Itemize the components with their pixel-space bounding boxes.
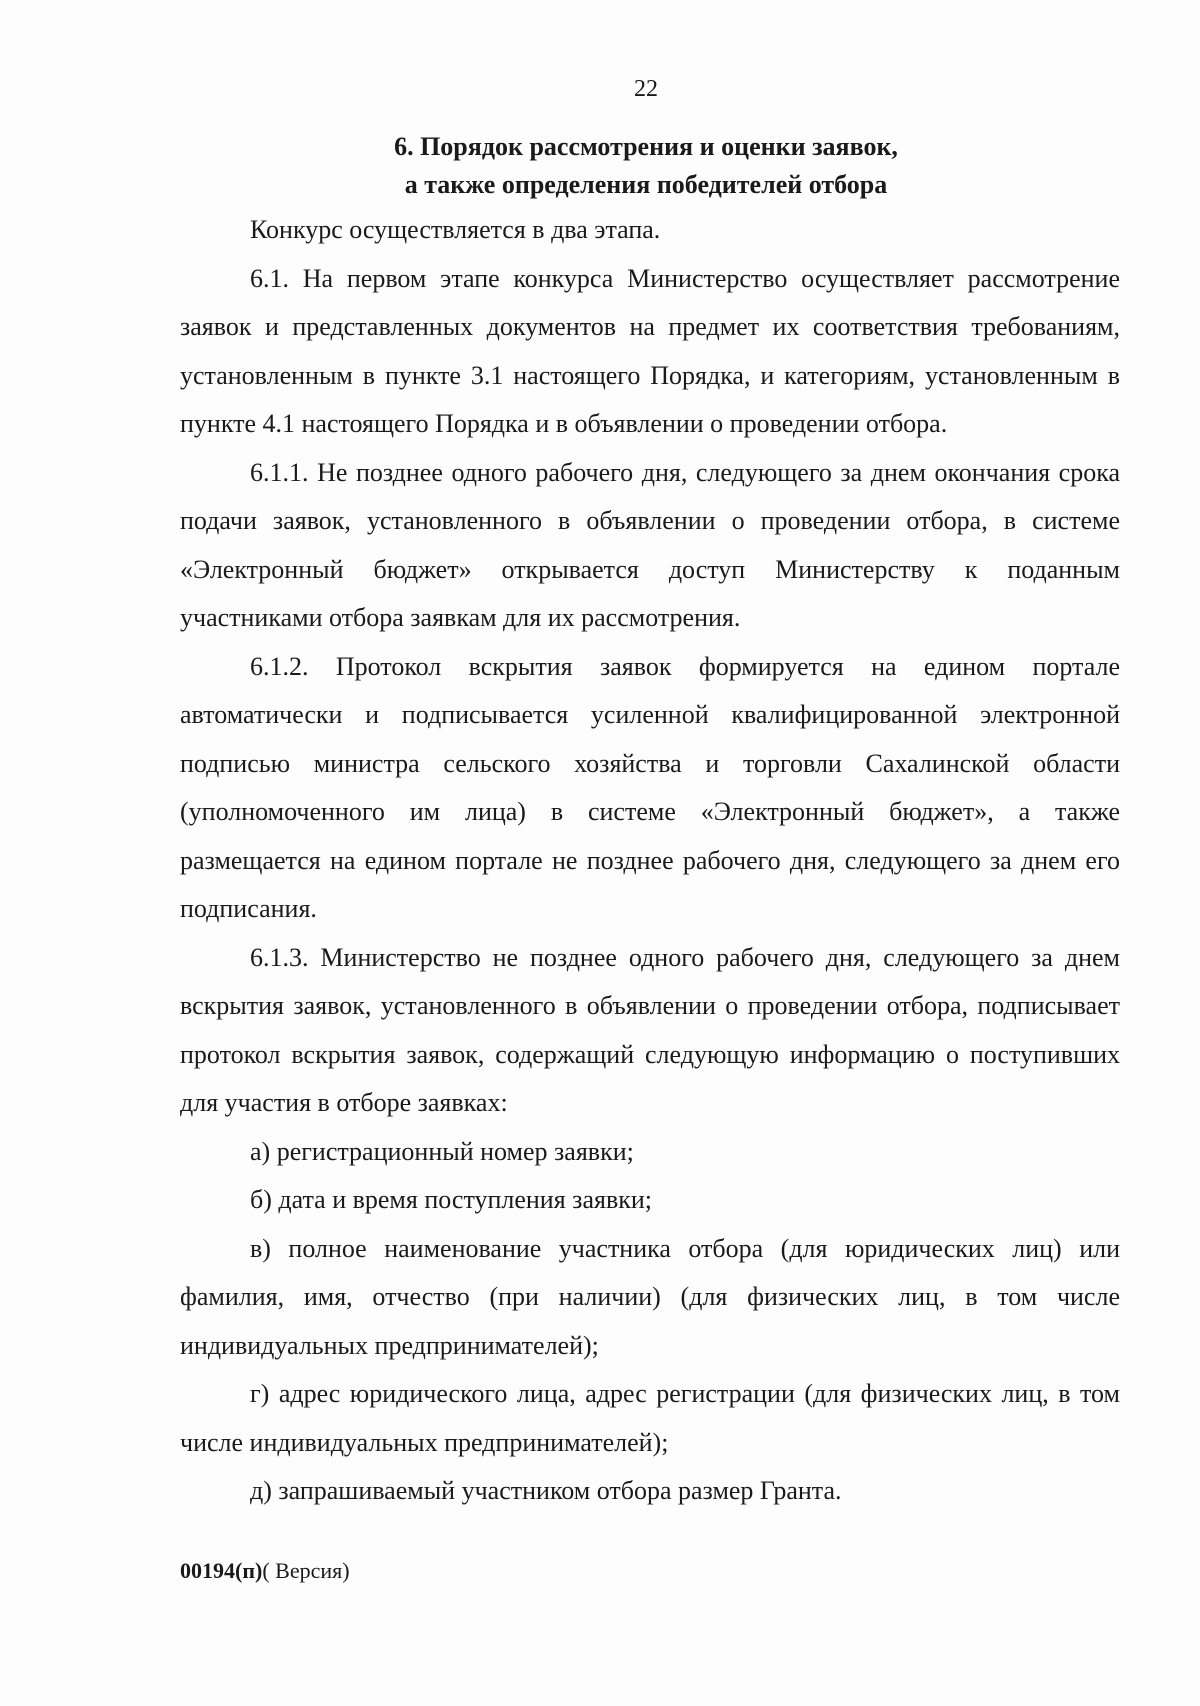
page-number: 22 <box>634 76 658 102</box>
document-footer <box>180 1558 350 1584</box>
paragraph-6-1-3: 6.1.3. Министерство не позднее одного рабочего дня, следующего за днем вскрытия заявок, установленного в объявлении о проведении отбора, подписывает протокол вскрытия заявок, содержащий следующую информацию о поступивших для участия в отборе заявках: <box>180 942 1120 1117</box>
section-title-line-1: 6. Порядок рассмотрения и оценки заявок, <box>394 132 898 161</box>
section-title-line-2: а также определения победителей отбора <box>404 170 888 199</box>
document-version: ( Версия) <box>262 1558 350 1583</box>
list-item-g: г) адрес юридического лица, адрес регистрации (для физических лиц, в том числе индивидуальных предпринимателей); <box>180 1379 1120 1457</box>
list-item-a: а) регистрационный номер заявки; <box>250 1136 634 1166</box>
list-item-v: в) полное наименование участника отбора (для юридических лиц) или фамилия, имя, отчество (при наличии) (для физических лиц, в том числе индивидуальных предпринимателей); <box>180 1233 1120 1360</box>
document-body <box>180 206 1120 1516</box>
paragraph-6-1: 6.1. На первом этапе конкурса Министерство осуществляет рассмотрение заявок и представленных документов на предмет их соответствия требованиям, установленным в пункте 3.1 настоящего Порядка, и категориям, установленным в пункте 4.1 настоящего Порядка и в объявлении о проведении отбора. <box>180 263 1120 438</box>
section-title <box>46 128 1200 204</box>
paragraph-6-1-2: 6.1.2. Протокол вскрытия заявок формируется на едином портале автоматически и подписывается усиленной квалифицированной электронной подписью министра сельского хозяйства и торговли Сахалинской области (уполномоченного им лица) в системе «Электронный бюджет», а также размещается на едином портале не позднее рабочего дня, следующего за днем его подписания. <box>180 651 1120 923</box>
paragraph-intro: Конкурс осуществляется в два этапа. <box>250 215 661 244</box>
paragraph-6-1-1: 6.1.1. Не позднее одного рабочего дня, следующего за днем окончания срока подачи заявок, установленного в объявлении о проведении отбора, в системе «Электронный бюджет» открывается доступ Министерству к поданным участниками отбора заявкам для их рассмотрения. <box>180 457 1120 632</box>
document-code: 00194(п) <box>180 1558 263 1583</box>
list-item-b: б) дата и время поступления заявки; <box>250 1185 652 1214</box>
list-item-d: д) запрашиваемый участником отбора размер Гранта. <box>250 1476 842 1505</box>
